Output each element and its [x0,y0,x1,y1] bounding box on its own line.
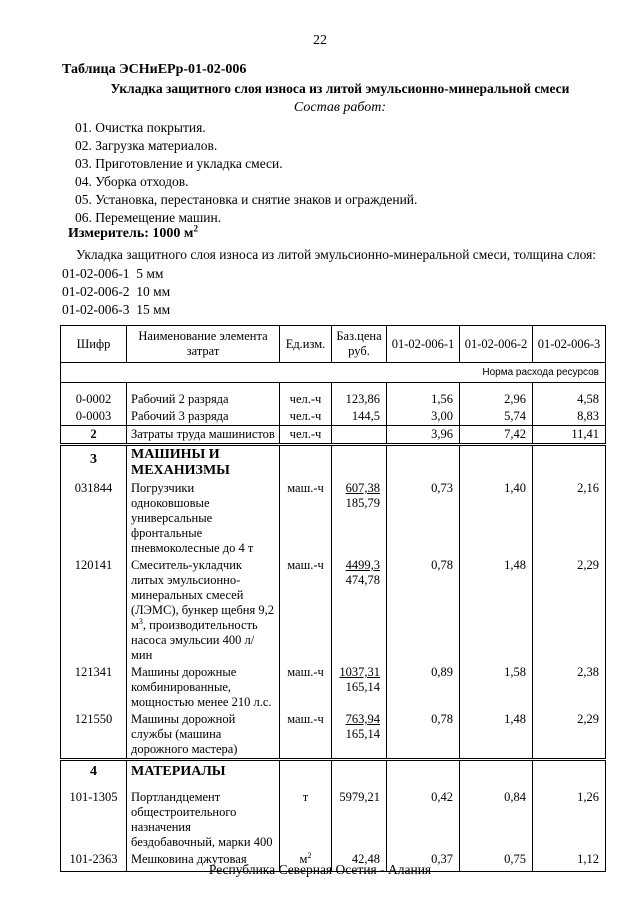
cell-name: Затраты труда машинистов [127,426,280,445]
variant-line: 01-02-006-1 5 мм [62,266,164,281]
table-row [61,789,606,851]
table-row [61,408,606,426]
cell-name: Портландцемент общестроительного назначения бездобавочный, марки 400 [127,789,280,851]
cell-unit: чел.-ч [280,391,332,408]
cell-unit: т [280,789,332,851]
cell-code: 120141 [61,557,127,664]
header-variant-2: 01-02-006-2 [460,326,533,363]
cell-value: 3,96 [387,426,460,445]
page-number: 22 [313,33,327,48]
page-footer: Республика Северная Осетия - Алания [208,862,432,877]
cell-price: 763,94 165,14 [332,711,387,760]
section-row [61,760,606,782]
cell-name: Машины дорожные комбинированные, мощностью менее 210 л.с. [127,664,280,711]
section-row [61,445,606,481]
section-code: 3 [61,445,127,481]
cell-value: 1,40 [460,480,533,557]
cell-price: 5979,21 [332,789,387,851]
table-header-row [61,326,606,363]
cell-value: 2,29 [533,557,606,664]
variant-line: 01-02-006-2 10 мм [62,284,171,299]
cell-value: 3,00 [387,408,460,426]
cell-code: 2 [61,426,127,445]
cell-code: 121341 [61,664,127,711]
cell-value: 11,41 [533,426,606,445]
header-code: Шифр [61,326,127,363]
cell-value: 1,48 [460,557,533,664]
cell-value: 2,38 [533,664,606,711]
header-name: Наименование элемента затрат [127,326,280,363]
resources-table [60,325,606,872]
header-unit: Ед.изм. [280,326,332,363]
cell-price: 607,38 185,79 [332,480,387,557]
header-variant-1: 01-02-006-1 [387,326,460,363]
cell-price: 1037,31 165,14 [332,664,387,711]
cell-value: 8,83 [533,408,606,426]
work-item: 01. Очистка покрытия. [75,120,206,135]
section-title: МАТЕРИАЛЫ [127,760,280,782]
cell-unit: чел.-ч [280,426,332,445]
section-code: 4 [61,760,127,782]
cell-value: 1,12 [533,851,606,872]
cell-value: 2,96 [460,391,533,408]
work-item: 05. Установка, перестановка и снятие знаков и ограждений. [75,192,418,207]
cell-price: 42,48 [332,851,387,872]
variant-line: 01-02-006-3 15 мм [62,302,171,317]
table-row [61,426,606,445]
cell-code: 121550 [61,711,127,760]
table-row [61,391,606,408]
cell-value: 1,56 [387,391,460,408]
work-item: 03. Приготовление и укладка смеси. [75,156,283,171]
cell-value: 0,75 [460,851,533,872]
cell-value: 2,29 [533,711,606,760]
cell-value: 4,58 [533,391,606,408]
work-item: 02. Загрузка материалов. [75,138,218,153]
table-row [61,664,606,711]
cell-value: 5,74 [460,408,533,426]
work-item: 06. Перемещение машин. [75,210,222,225]
cell-code: 101-1305 [61,789,127,851]
cell-name: Погрузчики одноковшовые универсальные фронтальные пневмоколесные до 4 т [127,480,280,557]
measure-description: Укладка защитного слоя износа из литой эмульсионно-минеральной смеси, толщина слоя: [76,247,597,262]
cell-value: 1,26 [533,789,606,851]
section-title: МАШИНЫ И МЕХАНИЗМЫ [127,445,280,481]
norm-row [61,363,606,383]
work-item: 04. Уборка отходов. [75,174,189,189]
header-price: Баз.цена руб. [332,326,387,363]
cell-value: 0,37 [387,851,460,872]
cell-value: 0,89 [387,664,460,711]
cell-unit: $м^2$ [280,851,332,872]
cell-price: 144,5 [332,408,387,426]
norm-label: Норма расхода ресурсов [61,363,606,383]
cell-unit: маш.-ч [280,480,332,557]
cell-code: 101-2363 [61,851,127,872]
table-name: Таблица ЭСНиЕРр-01-02-006 [62,62,247,77]
cell-unit: чел.-ч [280,408,332,426]
cell-value: 0,73 [387,480,460,557]
cell-value: 0,42 [387,789,460,851]
table-title: Укладка защитного слоя износа из литой эмульсионно-минеральной смеси [110,81,570,96]
cell-name: Смеситель-укладчик литых эмульсионно-минеральных смесей (ЛЭМС), бункер щебня 9,2 $м^3$, производительность насоса эмульсии 400 л/мин [127,557,280,664]
cell-name: Рабочий 3 разряда [127,408,280,426]
cell-value: 1,48 [460,711,533,760]
cell-code: 0-0003 [61,408,127,426]
cell-value: 0,84 [460,789,533,851]
cell-value: 0,78 [387,711,460,760]
cell-value: 0,78 [387,557,460,664]
cell-unit: маш.-ч [280,557,332,664]
measure-unit: Измеритель: 1000 $м^2$ [68,223,198,241]
header-variant-3: 01-02-006-3 [533,326,606,363]
cell-price: 123,86 [332,391,387,408]
table-row [61,480,606,557]
cell-name: Мешковина джутовая [127,851,280,872]
cell-value: 7,42 [460,426,533,445]
cell-name: Машины дорожной службы (машина дорожного мастера) [127,711,280,760]
cell-value: 2,16 [533,480,606,557]
cell-unit: маш.-ч [280,664,332,711]
cell-name: Рабочий 2 разряда [127,391,280,408]
table-row [61,711,606,760]
cell-code: 031844 [61,480,127,557]
table-row [61,557,606,664]
cell-unit: маш.-ч [280,711,332,760]
cell-code: 0-0002 [61,391,127,408]
work-heading: Состав работ: [293,100,387,115]
cell-price [332,426,387,445]
cell-price: 4499,3 474,78 [332,557,387,664]
cell-value: 1,58 [460,664,533,711]
